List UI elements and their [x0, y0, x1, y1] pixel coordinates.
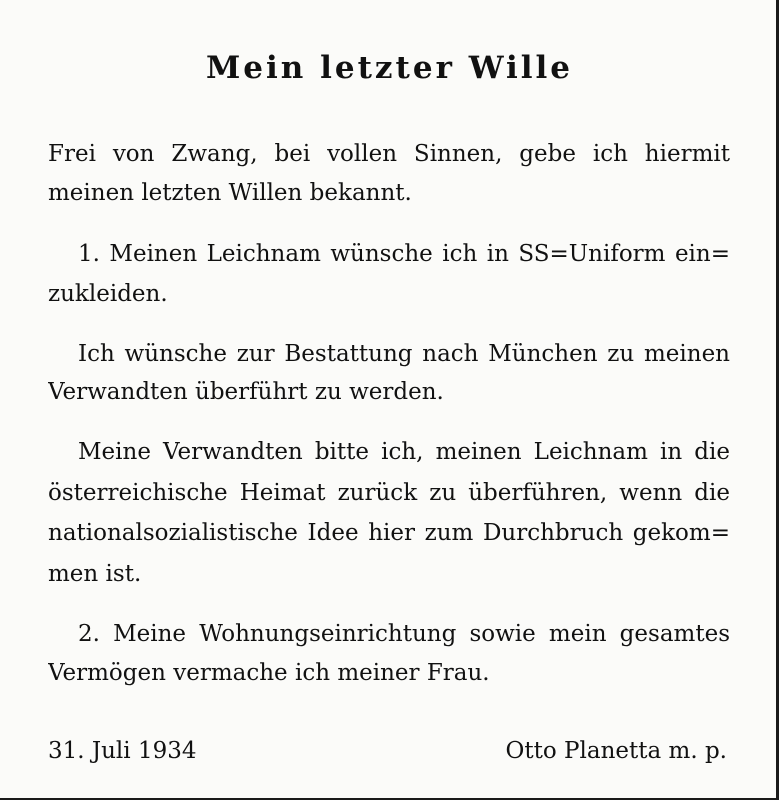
- body-line-3: 1. Meinen Leichnam wünsche ich in SS=Uniform ein=: [78, 241, 730, 267]
- document-signature: Otto Planetta m. p.: [505, 738, 727, 764]
- body-line-8: österreichische Heimat zurück zu überführen, wenn die: [48, 480, 730, 506]
- body-line-2: meinen letzten Willen bekannt.: [48, 180, 412, 206]
- body-line-1: Frei von Zwang, bei vollen Sinnen, gebe ich hiermit: [48, 141, 730, 167]
- body-line-12: Vermögen vermache ich meiner Frau.: [48, 660, 490, 686]
- document-date: 31. Juli 1934: [48, 738, 197, 764]
- body-line-6: Verwandten überführt zu werden.: [48, 379, 444, 405]
- body-line-9: nationalsozialistische Idee hier zum Durchbruch gekom=: [48, 520, 730, 546]
- body-line-7: Meine Verwandten bitte ich, meinen Leichnam in die: [78, 439, 730, 465]
- body-line-10: men ist.: [48, 561, 142, 587]
- body-line-5: Ich wünsche zur Bestattung nach München zu meinen: [78, 341, 730, 367]
- document-title: Mein letzter Wille: [205, 50, 574, 86]
- body-line-4: zukleiden.: [48, 281, 168, 307]
- body-line-11: 2. Meine Wohnungseinrichtung sowie mein gesamtes: [78, 621, 730, 647]
